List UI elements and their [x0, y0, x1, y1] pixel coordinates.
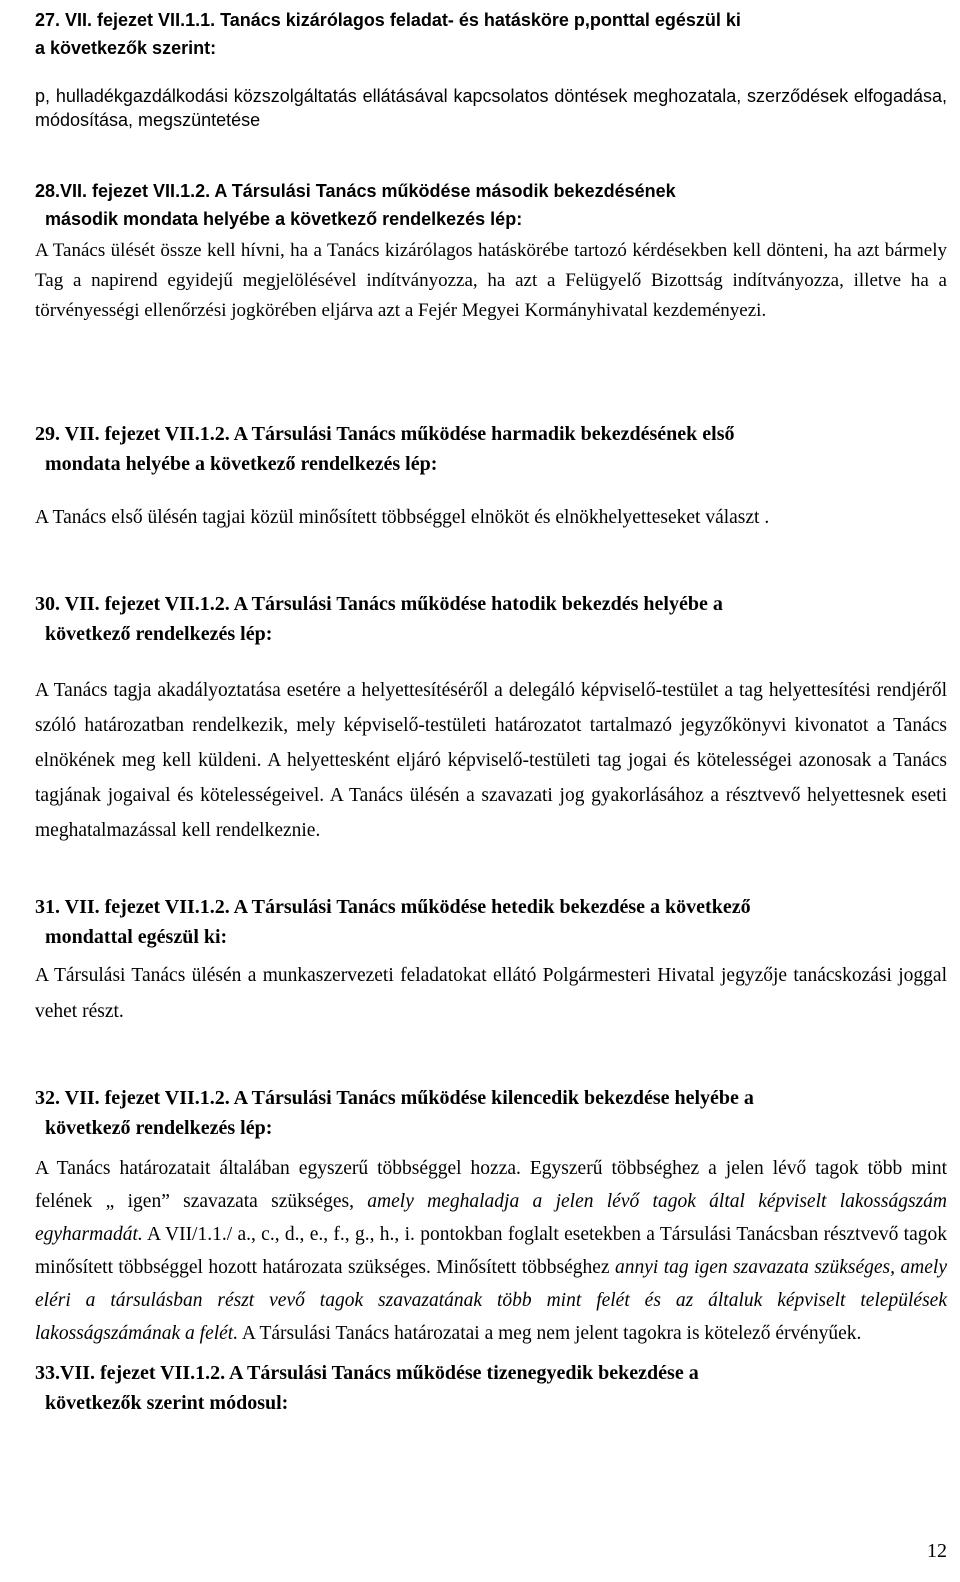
heading-line: 33.VII. fejezet VII.1.2. A Társulási Tanács működése tizenegyedik bekezdése a — [35, 1362, 699, 1384]
heading-line: 31. VII. fejezet VII.1.2. A Társulási Tanács működése hetedik bekezdése a következő — [35, 896, 751, 918]
section-32-body — [35, 1152, 947, 1350]
section-31-body — [35, 958, 947, 1030]
paragraph: A Tanács tagja akadályoztatása esetére a helyettesítéséről a delegáló képviselő-testület a tag helyettesítési rendjéről szóló határozatban rendelkezik, mely képviselő-testületi határozatot tartalmazó jegyzőkönyvi kivonatot a Tanács elnökének meg kell küldeni. A helyettesként eljáró képviselő-testületi tag jogai és kötelességei azonosak a Tanács tagjának jogaival és kötelességeivel. A Tanács ülésén a szavazati jog gyakorlásához a résztvevő helyettesnek eseti meghatalmazással kell rendelkeznie. — [35, 680, 947, 841]
heading-line: mondattal egészül ki: — [45, 926, 228, 948]
section-28-heading — [35, 177, 947, 233]
paragraph: A Tanács ülését össze kell hívni, ha a Tanács kizárólagos hatáskörébe tartozó kérdésekben kell dönteni, ha azt bármely Tag a napirend egyidejű megjelölésével indítványozza, ha azt a Felügyelő Bizottság indítványozza, illetve ha a törvényességi ellenőrzési jogkörében eljárva azt a Fejér Megyei Kormányhivatal kezdeményezi. — [35, 240, 947, 321]
section-30-heading — [35, 589, 947, 649]
section-27-heading — [35, 6, 947, 62]
heading-line: második mondata helyébe a következő rendelkezés lép: — [45, 209, 523, 229]
heading-line: a következők szerint: — [35, 38, 217, 58]
paragraph: p, hulladékgazdálkodási közszolgáltatás ellátásával kapcsolatos döntések meghozatala, szerződések elfogadása, módosítása, megszüntetése — [35, 86, 947, 130]
heading-line: következő rendelkezés lép: — [45, 623, 273, 645]
heading-line: következő rendelkezés lép: — [45, 1117, 273, 1139]
section-29-heading — [35, 419, 947, 479]
paragraph: A Társulási Tanács ülésén a munkaszervezeti feladatokat ellátó Polgármesteri Hivatal jegyzője tanácskozási joggal vehet részt. — [35, 965, 947, 1022]
section-33-heading — [35, 1358, 947, 1418]
heading-line: 29. VII. fejezet VII.1.2. A Társulási Tanács működése harmadik bekezdésének első — [35, 423, 735, 445]
paragraph: A Tanács első ülésén tagjai közül minősített többséggel elnököt és elnökhelyetteseket választ . — [35, 507, 770, 528]
section-31-heading — [35, 892, 947, 952]
heading-line: 30. VII. fejezet VII.1.2. A Társulási Tanács működése hatodik bekezdés helyébe a — [35, 593, 723, 615]
italic-run: annyi tag igen szavazata szükséges, amely eléri a társulásban részt vevő tagok szavazatának több mint felét és az általuk képviselt települések lakosságszámának a felét. — [35, 1257, 947, 1344]
page-number: 12 — [927, 1540, 947, 1562]
section-32-heading — [35, 1083, 947, 1143]
paragraph — [35, 1152, 947, 1350]
heading-line: 32. VII. fejezet VII.1.2. A Társulási Tanács működése kilencedik bekezdése helyébe a — [35, 1087, 754, 1109]
text-run: A Társulási Tanács határozatai a meg nem jelent tagokra is kötelező érvényűek. — [238, 1323, 862, 1344]
heading-line: mondata helyébe a következő rendelkezés lép: — [45, 453, 438, 475]
heading-line: következők szerint módosul: — [45, 1392, 289, 1414]
heading-line: 28.VII. fejezet VII.1.2. A Társulási Tanács működése második bekezdésének — [35, 181, 676, 201]
heading-line: 27. VII. fejezet VII.1.1. Tanács kizárólagos feladat- és hatásköre p,ponttal egészül ki — [35, 10, 741, 30]
section-29-body — [35, 503, 947, 533]
text-run: A VII/1.1./ a., c., d., e., f., g., h., i. pontokban foglalt esetekben a Társulási Tanácsban résztvevő tagok minősített többséggel hozott határozata szükséges. Minősített többséghez — [35, 1224, 947, 1278]
section-27-body — [35, 84, 947, 132]
section-30-body — [35, 673, 947, 848]
italic-run: amely meghaladja a jelen lévő tagok által képviselt lakosságszám egyharmadát. — [35, 1191, 947, 1245]
text-run: A Tanács határozatait általában egyszerű többséggel hozza. Egyszerű többséghez a jelen lévő tagok több mint felének „ igen” szavazata szükséges, — [35, 1158, 947, 1212]
section-28-body — [35, 236, 947, 326]
